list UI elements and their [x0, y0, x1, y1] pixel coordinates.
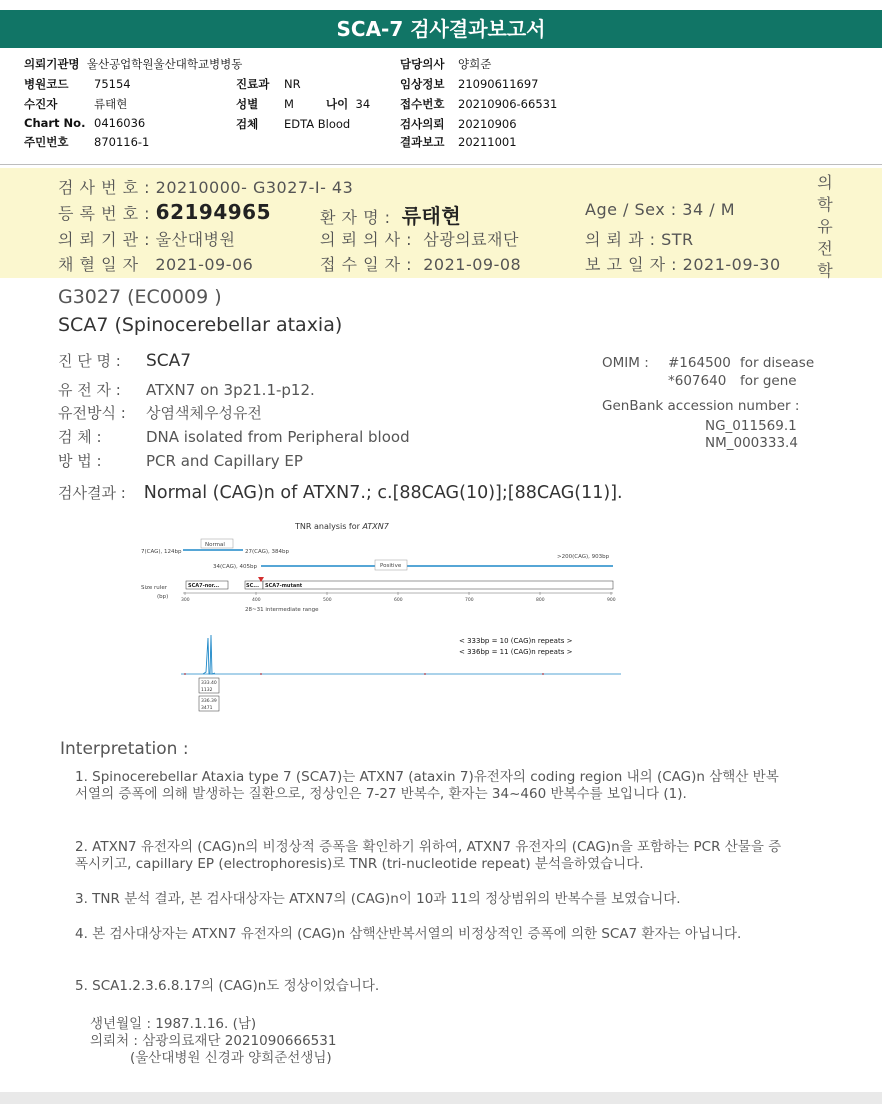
ruler-tick-label: 500 — [323, 598, 332, 603]
peak2-height: 3471 — [201, 706, 213, 711]
peak1-height: 1132 — [201, 688, 213, 693]
clinical-row: 임상정보 21090611697 — [400, 77, 539, 91]
receipt-row: 접수번호 20210906-66531 — [400, 97, 558, 111]
repeat-annotation-2: < 336bp = 11 (CAG)n repeats > — [459, 648, 573, 656]
repeat-annotation-1: < 333bp = 10 (CAG)n repeats > — [459, 637, 573, 645]
ruler-tick-label: 800 — [536, 598, 545, 603]
collection-date: 채 혈 일 자 2021-09-06 — [58, 255, 254, 274]
interpretation-p1: 1. Spinocerebellar Ataxia type 7 (SCA7)는 ATXN7 (ataxin 7)유전자의 coding region 내의 (CAG)n 삼핵산 반복서열의 증폭에 의해 발생하는 질환으로, 정상인은 7-27 반복수, 환자는 34~460 반복수를 보입니다 (1). — [75, 769, 779, 802]
positive-range-left: 34(CAG), 405bp — [213, 564, 258, 570]
report-date: 보 고 일 자 : 2021-09-30 — [585, 255, 781, 274]
requester-hospital: (울산대병원 신경과 양희준선생님) — [130, 1050, 332, 1066]
patient-row: 수진자 류태현 — [24, 97, 128, 111]
registration-number: 등 록 번 호 : 62194965 — [58, 200, 271, 224]
test-code: G3027 (EC0009 ) — [58, 286, 222, 308]
dept-row: 진료과 NR — [236, 77, 301, 91]
normal-range-left: 7(CAG), 124bp — [141, 549, 182, 555]
test-number: 검 사 번 호 : 20210000- G3027-I- 43 — [58, 178, 354, 197]
positive-range-right: >200(CAG), 903bp — [557, 554, 610, 560]
inheritance-row: 유전방식 : 상염색체우성유전 — [58, 404, 262, 422]
requester: 의뢰처 : 삼광의료재단 2021090666531 — [90, 1033, 337, 1049]
sex-age-row: 성별 M 나이 34 — [236, 97, 371, 111]
report-title: SCA-7 검사결과보고서 — [0, 10, 882, 48]
vertical-dept-label: 의 학 유 전 학 — [817, 173, 833, 280]
figure-title: TNR analysis for ATXN7 — [295, 522, 389, 531]
report-row: 결과보고 20211001 — [400, 135, 517, 149]
test-result: 검사결과 : Normal (CAG)n of ATXN7.; c.[88CAG(10)];[88CAG(11)]. — [58, 483, 623, 503]
test-name: SCA7 (Spinocerebellar ataxia) — [58, 314, 343, 336]
interpretation-p5: 5. SCA1.2.3.6.8.17의 (CAG)n도 정상이었습니다. — [75, 978, 380, 994]
size-ruler-unit: (bp) — [157, 594, 169, 600]
diagnosis-row: 진 단 명 : SCA7 — [58, 351, 192, 371]
gene-row: 유 전 자 : ATXN7 on 3p21.1-p12. — [58, 381, 315, 399]
patient-name: 환 자 명 : 류태현 — [320, 204, 462, 228]
peak1-size: 333.40 — [201, 681, 217, 686]
ruler-tick-label: 700 — [465, 598, 474, 603]
method-row: 방 법 : PCR and Capillary EP — [58, 452, 303, 470]
requesting-institution: 의 뢰 기 관 : 울산대병원 — [58, 230, 236, 249]
tnr-analysis-figure — [135, 515, 635, 715]
size-ruler-label: Size ruler — [141, 585, 167, 591]
requesting-doctor: 의 뢰 의 사 : 삼광의료재단 — [320, 230, 519, 249]
institution-row: 의뢰기관명 울산공업학원울산대학교병병동 — [24, 57, 243, 71]
interpretation-p4: 4. 본 검사대상자는 ATXN7 유전자의 (CAG)n 삼핵산반복서열의 비정상적인 증폭에 의한 SCA7 환자는 아닙니다. — [75, 926, 742, 942]
normal-range-right: 27(CAG), 384bp — [245, 549, 290, 555]
bottom-bar — [0, 1092, 882, 1104]
header-info — [0, 52, 882, 165]
resident-row: 주민번호 870116-1 — [24, 135, 150, 149]
request-row: 검사의뢰 20210906 — [400, 117, 517, 131]
genbank-accession-1: NG_011569.1 — [705, 418, 797, 434]
ruler-tick-label: 400 — [252, 598, 261, 603]
hospital-code-row: 병원코드 75154 — [24, 77, 131, 91]
genbank-accession-2: NM_000333.4 — [705, 435, 798, 451]
ruler-tick-label: 900 — [607, 598, 616, 603]
age-sex: Age / Sex : 34 / M — [585, 200, 735, 219]
normal-label: Normal — [205, 542, 225, 548]
specimen-detail-row: 검 체 : DNA isolated from Peripheral blood — [58, 428, 410, 446]
interpretation-heading: Interpretation : — [60, 739, 189, 759]
electropherogram-peak — [203, 635, 215, 674]
specimen-row: 검체 EDTA Blood — [236, 117, 351, 131]
peak2-size: 336.39 — [201, 699, 217, 704]
genbank-label: GenBank accession number : — [602, 398, 800, 414]
positive-label: Positive — [380, 563, 402, 569]
segment-mutant — [263, 581, 613, 589]
omim-disease: OMIM : #164500 for disease — [602, 355, 815, 371]
ruler-tick-label: 600 — [394, 598, 403, 603]
ruler-tick-label: 300 — [181, 598, 190, 603]
intermediate-range-label: 28~31 intermediate range — [245, 607, 319, 613]
receipt-date: 접 수 일 자 : 2021-09-08 — [320, 255, 522, 274]
ruler-ticks — [181, 592, 616, 603]
chart-row: Chart No. 0416036 — [24, 116, 146, 130]
birth-date: 생년월일 : 1987.1.16. (남) — [90, 1016, 257, 1032]
interpretation-p2: 2. ATXN7 유전자의 (CAG)n의 비정상적 증폭을 확인하기 위하여, ATXN7 유전자의 (CAG)n을 포함하는 PCR 산물을 증폭시키고, capillary EP (electrophoresis)로 TNR (tri-nucleotide repeat) 분석을하였습니다. — [75, 839, 782, 872]
omim-gene: *607640 for gene — [668, 373, 797, 389]
segment-normal-label: SCA7-nor... — [188, 583, 220, 589]
interpretation-p3: 3. TNR 분석 결과, 본 검사대상자는 ATXN7의 (CAG)n이 10과 11의 정상범위의 반복수를 보였습니다. — [75, 891, 681, 907]
segment-mutant-label: SCA7-mutant — [265, 583, 303, 589]
segment-mid-label: SC... — [246, 583, 259, 589]
doctor-row: 담당의사 양희준 — [400, 57, 492, 71]
requesting-dept: 의 뢰 과 : STR — [585, 230, 694, 249]
